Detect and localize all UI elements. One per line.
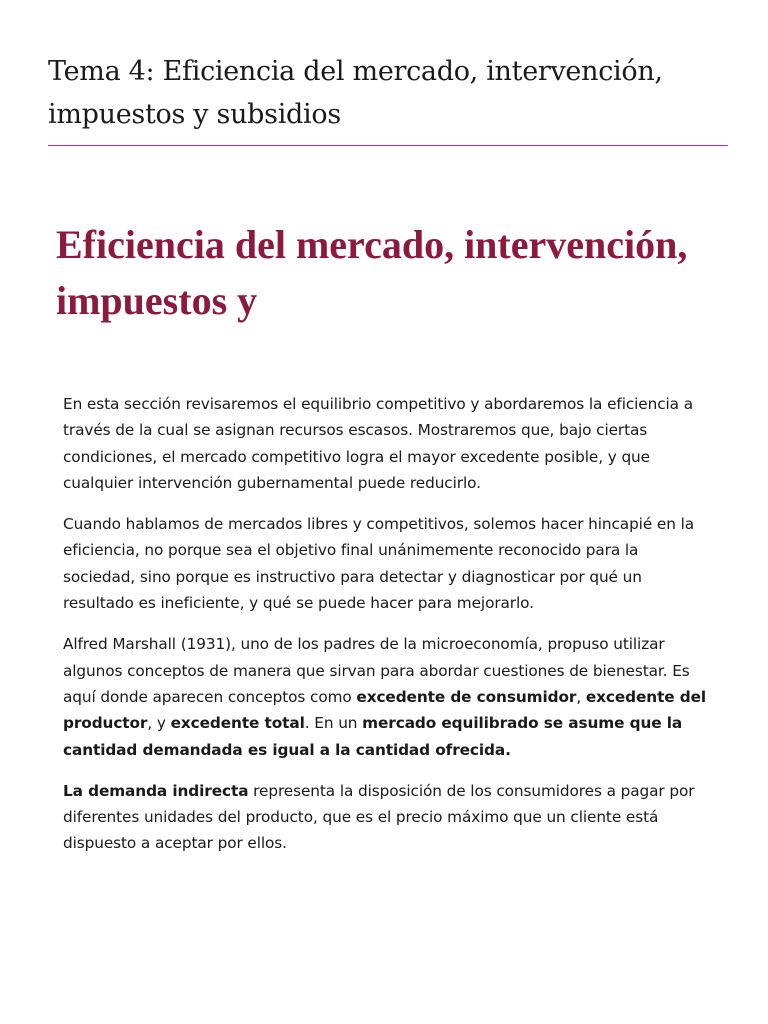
paragraph-demand bbox=[63, 778, 713, 857]
text-span: , bbox=[576, 687, 586, 706]
text-span: . En un bbox=[304, 714, 363, 733]
page-header-title: Tema 4: Eficiencia del mercado, intervención, impuestos y subsidios bbox=[48, 56, 663, 130]
content-body bbox=[63, 391, 713, 872]
paragraph-intro: En esta sección revisaremos el equilibrio competitivo y abordaremos la eficiencia a través de la cual se asignan recursos escasos. Mostraremos que, bajo ciertas condiciones, el mercado competitivo logra el mayor excedente posible, y que cualquier intervención gubernamental puede reducirlo. bbox=[63, 395, 693, 492]
text-span: Alfred Marshall (1931), uno de los padres de la microeconomía, propuso utilizar algunos conceptos de manera que sirvan para abordar cuestiones de bienestar. Es aquí donde aparecen conceptos como bbox=[63, 635, 690, 706]
bold-term: excedente del productor bbox=[63, 687, 707, 733]
bold-term: mercado equilibrado se asume que la cantidad demandada es igual a la cantidad ofrecida. bbox=[63, 714, 683, 759]
bold-term: excedente de consumidor bbox=[356, 687, 577, 706]
paragraph-efficiency: Cuando hablamos de mercados libres y competitivos, solemos hacer hincapié en la eficiencia, no porque sea el objetivo final unánimemente reconocido para la sociedad, sino porque es instructivo para detectar y diagnosticar por qué un resultado es ineficiente, y qué se puede hacer para mejorarlo. bbox=[63, 515, 694, 613]
paragraph-marshall bbox=[63, 631, 713, 762]
text-span: , y bbox=[147, 714, 171, 733]
header-divider bbox=[48, 145, 728, 146]
chapter-title: Eficiencia del mercado, intervención, impuestos y bbox=[56, 222, 688, 323]
bold-term: La demanda indirecta bbox=[63, 781, 249, 800]
bold-term: excedente total bbox=[170, 714, 305, 733]
text-span: representa la disposición de los consumidores a pagar por diferentes unidades del producto, que es el precio máximo que un cliente está dispuesto a aceptar por ellos. bbox=[63, 781, 695, 853]
